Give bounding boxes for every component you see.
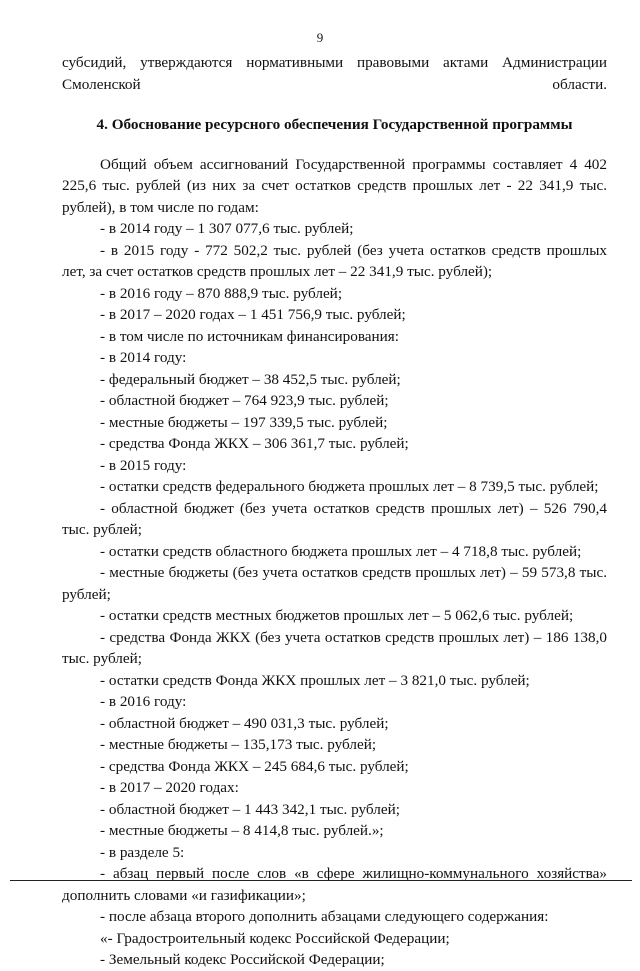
list-item-2017-2020-total: - в 2017 – 2020 годах – 1 451 756,9 тыс. рублей; [100, 306, 406, 323]
list-item-2016-total: - в 2016 году – 870 888,9 тыс. рублей; [100, 284, 343, 302]
list-item-after-paragraph-two: - после абзаца второго дополнить абзацами следующего содержания: [100, 908, 549, 925]
list-item-2015-regional-remains: - остатки средств областного бюджета прошлых лет – 4 718,8 тыс. рублей; [100, 542, 582, 560]
list-item-2015-regional: - областной бюджет (без учета остатков средств прошлых лет) – 526 790,4 тыс. рублей; [62, 499, 607, 538]
list-item-2015-fund: - средства Фонда ЖКХ (без учета остатков средств прошлых лет) – 186 138,0 тыс. рублей; [62, 628, 607, 667]
intro-paragraph: субсидий, утверждаются нормативными правовыми актами Администрации Смоленской области. [62, 54, 607, 93]
list-item-2014-local: - местные бюджеты – 197 339,5 тыс. рублей; [100, 413, 388, 431]
list-item-2015-total: - в 2015 году - 772 502,2 тыс. рублей (без учета остатков средств прошлых лет, за счет остатков средств прошлых лет – 22 341,9 тыс. рублей); [62, 241, 607, 280]
list-item-2015-federal-remains: - остатки средств федерального бюджета прошлых лет – 8 739,5 тыс. рублей; [100, 478, 599, 495]
list-item-2014-header: - в 2014 году: [100, 349, 187, 366]
list-item-2014-fund: - средства Фонда ЖКХ – 306 361,7 тыс. рублей; [100, 435, 409, 452]
document-body [62, 52, 607, 971]
list-item-section-5: - в разделе 5: [100, 843, 185, 861]
list-item-2015-header: - в 2015 году: [100, 456, 187, 474]
list-item-2017-2020-regional: - областной бюджет – 1 443 342,1 тыс. рублей; [100, 800, 400, 818]
funding-summary-paragraph: Общий объем ассигнований Государственной программы составляет 4 402 225,6 тыс. рублей (из них за счет остатков средств прошлых лет - 22 341,9 тыс. рублей), в том числе по годам: [62, 155, 607, 216]
list-item-paragraph-one-amendment: - абзац первый после слов «в сфере жилищно-коммунального хозяйства» дополнить словами «и газификации»; [62, 865, 607, 904]
list-item-2014-federal: - федеральный бюджет – 38 452,5 тыс. рублей; [100, 370, 401, 388]
list-item-2016-fund: - средства Фонда ЖКХ – 245 684,6 тыс. рублей; [100, 757, 409, 775]
list-item-2015-local: - местные бюджеты (без учета остатков средств прошлых лет) – 59 573,8 тыс. рублей; [62, 564, 607, 603]
section-heading: 4. Обоснование ресурсного обеспечения Государственной программы [96, 116, 573, 133]
list-item-2015-local-remains: - остатки средств местных бюджетов прошлых лет – 5 062,6 тыс. рублей; [100, 607, 574, 624]
list-item-by-sources: - в том числе по источникам финансирования: [100, 327, 400, 345]
page-number: 9 [316, 30, 324, 45]
footer-rule [10, 880, 632, 881]
list-item-2014-regional: - областной бюджет – 764 923,9 тыс. рублей; [100, 392, 389, 409]
list-item-2016-local: - местные бюджеты – 135,173 тыс. рублей; [100, 736, 377, 753]
list-item-2016-header: - в 2016 году: [100, 693, 187, 710]
list-item-2017-2020-header: - в 2017 – 2020 годах: [100, 779, 239, 796]
list-item-land-code: - Земельный кодекс Российской Федерации; [100, 951, 385, 968]
list-item-2014-total: - в 2014 году – 1 307 077,6 тыс. рублей; [100, 220, 354, 237]
list-item-2016-regional: - областной бюджет – 490 031,3 тыс. рублей; [100, 714, 389, 732]
list-item-urban-planning-code: «- Градостроительный кодекс Российской Федерации; [100, 929, 450, 947]
list-item-2015-fund-remains: - остатки средств Фонда ЖКХ прошлых лет – 3 821,0 тыс. рублей; [100, 671, 530, 689]
list-item-2017-2020-local: - местные бюджеты – 8 414,8 тыс. рублей.»; [100, 822, 384, 839]
